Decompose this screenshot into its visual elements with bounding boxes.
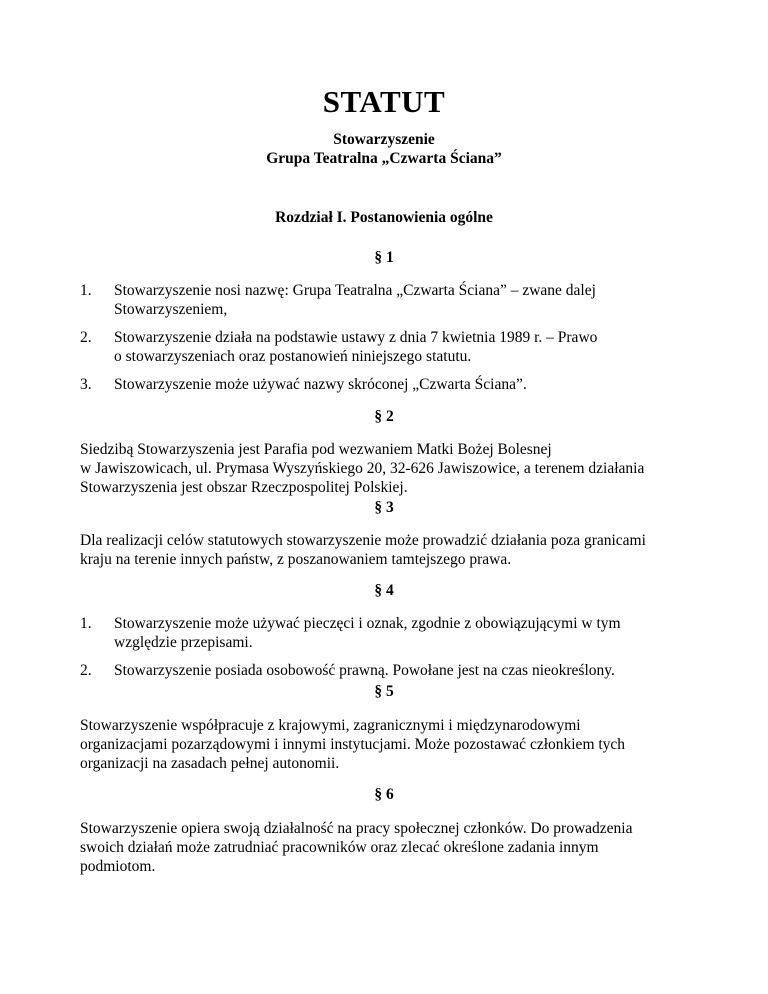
section-2-mark: § 2 <box>374 408 394 425</box>
subtitle-line-2: Grupa Teatralna „Czwarta Ściana” <box>266 150 502 167</box>
paragraph-line: organizacjami pozarządowymi i innymi instytucjami. Może pozostawać członkiem tych <box>80 736 626 753</box>
paragraph-line: w Jawiszowicach, ul. Prymasa Wyszyńskiego 20, 32-626 Jawiszowice, a terenem działania <box>80 460 645 477</box>
section-3-mark: § 3 <box>374 499 394 516</box>
list-item-text: Stowarzyszenie działa na podstawie ustawy z dnia 7 kwietnia 1989 r. – Prawo <box>114 329 598 346</box>
paragraph-line: Stowarzyszenia jest obszar Rzeczpospolitej Polskiej. <box>80 479 408 496</box>
list-item-number: 3. <box>80 376 92 393</box>
list-item-text: Stowarzyszenie nosi nazwę: Grupa Teatralna „Czwarta Ściana” – zwane dalej <box>114 282 596 299</box>
list-item-text: Stowarzyszenie może używać nazwy skróconej „Czwarta Ściana”. <box>114 376 527 393</box>
document-title: STATUT <box>322 84 446 119</box>
list-item-number: 1. <box>80 282 92 299</box>
section-3-text <box>80 531 680 569</box>
paragraph-line: organizacji na zasadach pełnej autonomii. <box>80 755 340 772</box>
paragraph-line: Stowarzyszenie opiera swoją działalność na pracy społecznej członków. Do prowadzenia <box>80 820 633 837</box>
section-1-mark: § 1 <box>374 249 394 266</box>
subtitle-line-1: Stowarzyszenie <box>333 131 435 148</box>
section-1-list <box>80 281 680 403</box>
list-item <box>80 375 680 394</box>
list-item-text: o stowarzyszeniach oraz postanowień niniejszego statutu. <box>114 348 472 365</box>
list-item-number: 2. <box>80 329 92 346</box>
list-item-text: względzie przepisami. <box>114 634 253 651</box>
list-item <box>80 614 680 652</box>
list-item-number: 1. <box>80 615 92 632</box>
section-4-mark: § 4 <box>374 582 394 599</box>
list-item <box>80 281 680 319</box>
section-5-text <box>80 716 680 773</box>
paragraph-line: swoich działań może zatrudniać pracowników oraz zlecać określone zadania innym <box>80 839 599 856</box>
paragraph-line: kraju na terenie innych państw, z poszanowaniem tamtejszego prawa. <box>80 551 512 568</box>
section-4-list <box>80 614 680 689</box>
list-item-text: Stowarzyszenie może używać pieczęci i oznak, zgodnie z obowiązującymi w tym <box>114 615 621 632</box>
list-item <box>80 328 680 366</box>
section-5-mark: § 5 <box>374 683 394 700</box>
section-6-mark: § 6 <box>374 786 394 803</box>
list-item-number: 2. <box>80 662 92 679</box>
section-6-text <box>80 819 680 876</box>
paragraph-line: Dla realizacji celów statutowych stowarzyszenie może prowadzić działania poza granicami <box>80 532 646 549</box>
list-item <box>80 661 680 680</box>
chapter-title: Rozdział I. Postanowienia ogólne <box>275 209 493 226</box>
paragraph-line: Stowarzyszenie współpracuje z krajowymi, zagranicznymi i międzynarodowymi <box>80 717 581 734</box>
paragraph-line: Siedzibą Stowarzyszenia jest Parafia pod wezwaniem Matki Bożej Bolesnej <box>80 441 552 458</box>
document-subtitle <box>0 130 768 168</box>
list-item-text: Stowarzyszenie posiada osobowość prawną. Powołane jest na czas nieokreślony. <box>114 662 615 679</box>
paragraph-line: podmiotom. <box>80 858 156 875</box>
list-item-text: Stowarzyszeniem, <box>114 301 228 318</box>
section-2-text <box>80 440 680 497</box>
